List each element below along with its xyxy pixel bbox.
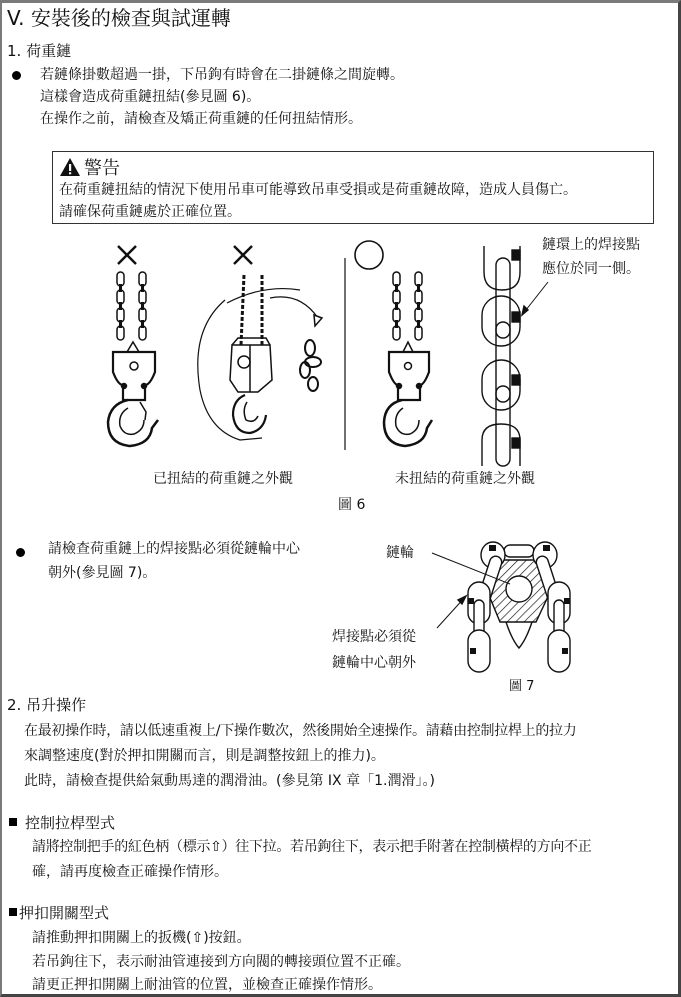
bullet1-line-3: 在操作之前，請檢查及矯正荷重鏈的任何扭結情形。 bbox=[40, 111, 362, 127]
weld-label-line-1: 焊接點必須從 bbox=[332, 629, 416, 645]
figure-6-label: 圖 6 bbox=[338, 497, 366, 513]
caption-untwisted: 未扭結的荷重鏈之外觀 bbox=[395, 471, 535, 487]
square-bullet-icon bbox=[9, 818, 17, 826]
figure-7-label: 圖 7 bbox=[509, 679, 535, 694]
lever-type-line-2: 確，請再度檢查正確操作情形。 bbox=[32, 864, 228, 880]
pendant-type-heading-text: 押扣開關型式 bbox=[19, 904, 110, 922]
bullet1-line-2: 這樣會造成荷重鏈扭結(參見圖 6)。 bbox=[40, 89, 261, 105]
warning-line-2: 請確保荷重鏈處於正確位置。 bbox=[59, 204, 241, 220]
section2-line-2: 來調整速度(對於押扣開關而言，則是調整按鈕上的推力)。 bbox=[24, 748, 385, 764]
weld-label-line-2: 鏈輪中心朝外 bbox=[332, 655, 416, 671]
caption-twisted: 已扭結的荷重鏈之外觀 bbox=[153, 471, 293, 487]
square-bullet-icon bbox=[9, 908, 17, 916]
section-1-heading: 1. 荷重鏈 bbox=[7, 42, 72, 60]
warning-title-text: 警告 bbox=[84, 158, 120, 179]
pendant-type-line-1: 請推動押扣開關上的扳機(⇧)按鈕。 bbox=[32, 930, 251, 946]
weld-note-line-2: 應位於同一側。 bbox=[542, 261, 640, 277]
weld-note-line-1: 鏈環上的焊接點 bbox=[542, 237, 640, 253]
bullet2-line-1: 請檢查荷重鏈上的焊接點必須從鏈輪中心 bbox=[48, 541, 300, 557]
lever-type-heading-text: 控制拉桿型式 bbox=[25, 814, 116, 832]
bullet1-line-1: 若鏈條掛數超過一掛，下吊鉤有時會在二掛鏈條之間旋轉。 bbox=[40, 67, 404, 83]
pendant-type-line-3: 請更正押扣開關上耐油管的位置，並檢查正確操作情形。 bbox=[32, 977, 382, 993]
warning-line-1: 在荷重鏈扭結的情況下使用吊車可能導致吊車受損或是荷重鏈故障，造成人員傷亡。 bbox=[59, 182, 577, 198]
section-2-heading: 2. 吊升操作 bbox=[7, 696, 87, 714]
pendant-type-heading bbox=[9, 902, 109, 923]
page-title: V. 安裝後的檢查與試運轉 bbox=[7, 6, 231, 30]
lever-type-line-1: 請將控制把手的紅色柄（標示⇧）往下拉。若吊鉤往下，表示把手附著在控制橫桿的方向不正 bbox=[32, 839, 592, 855]
bullet2-line-2: 朝外(參見圖 7)。 bbox=[48, 565, 157, 581]
section2-line-1: 在最初操作時，請以低速重複上/下操作數次，然後開始全速操作。請藉由控制拉桿上的拉力 bbox=[24, 723, 577, 739]
lever-type-heading bbox=[9, 812, 115, 833]
sprocket-label: 鏈輪 bbox=[386, 545, 414, 561]
section2-line-3: 此時，請檢查提供給氣動馬達的潤滑油。(參見第 IX 章「1.潤滑」。) bbox=[24, 773, 435, 789]
pendant-type-line-2: 若吊鉤往下，表示耐油管連接到方向閥的轉接頭位置不正確。 bbox=[32, 954, 410, 970]
